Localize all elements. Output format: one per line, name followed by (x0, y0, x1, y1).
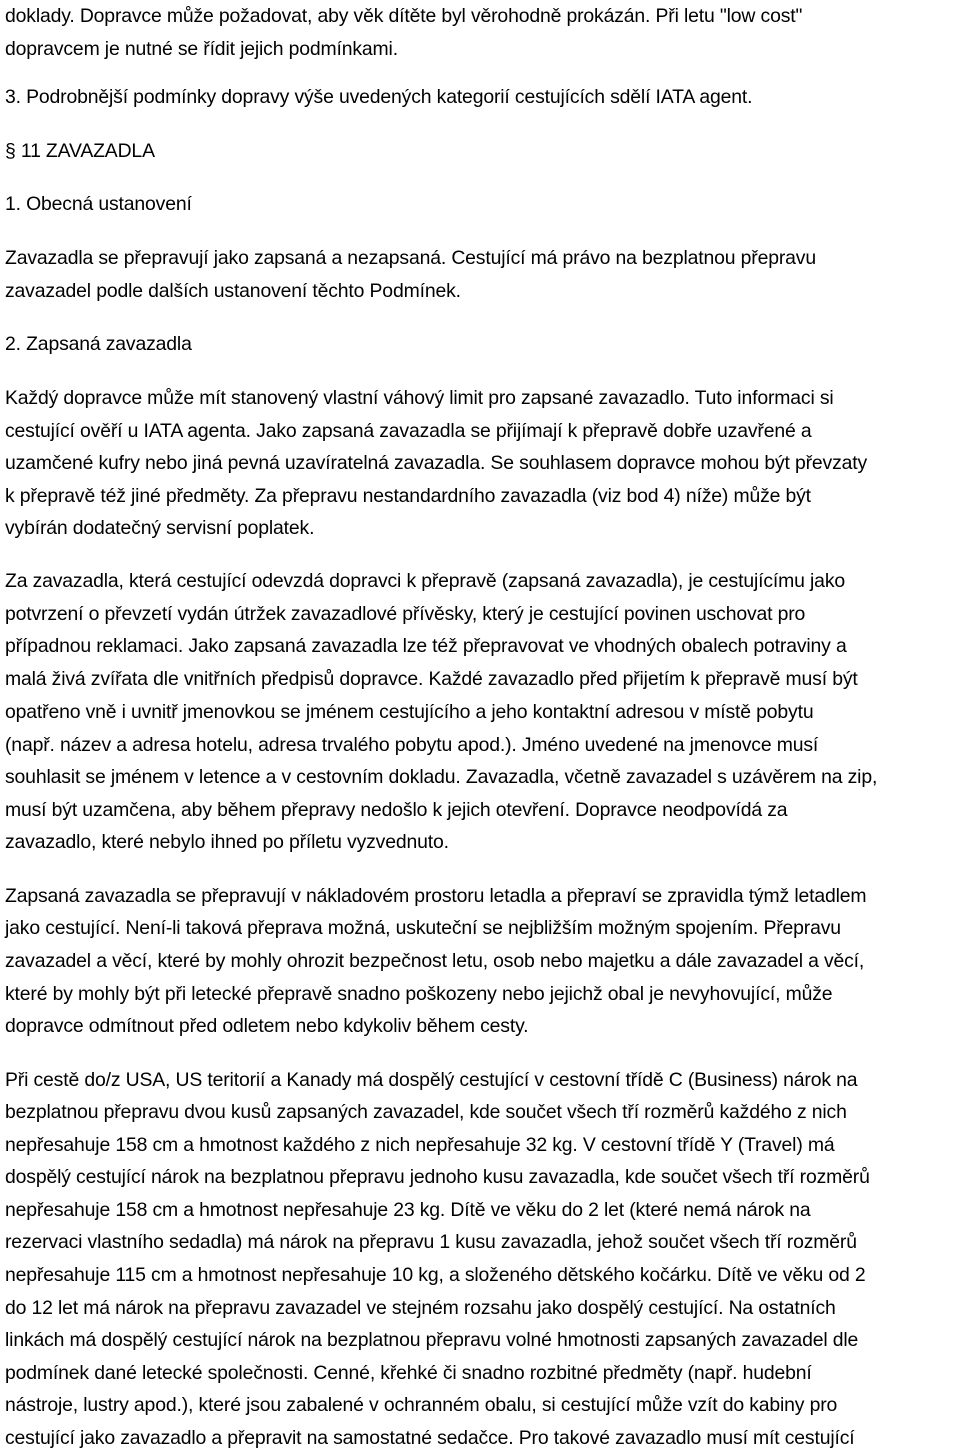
paragraph-line: musí být uzamčena, aby během přepravy nedošlo k jejich otevření. Dopravce neodpovídá za (5, 799, 788, 821)
paragraph-line: souhlasit se jménem v letence a v cestovním dokladu. Zavazadla, včetně zavazadel s uzávěrem na zip, (5, 766, 878, 788)
subsection-heading-1: 1. Obecná ustanovení (5, 193, 192, 215)
paragraph-line: malá živá zvířata dle vnitřních předpisů dopravce. Každé zavazadlo před přijetím k přepravě musí být (5, 668, 858, 690)
paragraph-line: nepřesahuje 158 cm a hmotnost každého z nich nepřesahuje 32 kg. V cestovní třídě Y (Travel) má (5, 1134, 835, 1156)
subsection-heading-2: 2. Zapsaná zavazadla (5, 333, 192, 355)
paragraph-line: bezplatnou přepravu dvou kusů zapsaných zavazadel, kde součet všech tří rozměrů každého z nich (5, 1101, 847, 1123)
paragraph-line: zavazadel podle dalších ustanovení těchto Podmínek. (5, 280, 461, 302)
paragraph-line: zavazadel a věcí, které by mohly ohrozit bezpečnost letu, osob nebo majetku a dále zavazadel a věcí, (5, 950, 865, 972)
paragraph-line: zavazadlo, které nebylo ihned po příletu vyzvednuto. (5, 831, 449, 853)
paragraph-line: jako cestující. Není-li taková přeprava možná, uskuteční se nejbližším možným spojením. Přepravu (5, 917, 841, 939)
paragraph-line: Zavazadla se přepravují jako zapsaná a nezapsaná. Cestující má právo na bezplatnou přepravu (5, 247, 816, 269)
paragraph-line: Každý dopravce může mít stanovený vlastní váhový limit pro zapsané zavazadlo. Tuto informaci si (5, 387, 834, 409)
paragraph-line: do 12 let má nárok na přepravu zavazadel ve stejném rozsahu jako dospělý cestující. Na ostatních (5, 1297, 836, 1319)
paragraph-line: k přepravě též jiné předměty. Za přepravu nestandardního zavazadla (viz bod 4) níže) může být (5, 485, 811, 507)
intro-line: dopravcem je nutné se řídit jejich podmínkami. (5, 38, 398, 60)
section-heading: § 11 ZAVAZADLA (5, 140, 155, 162)
paragraph-line: nepřesahuje 158 cm a hmotnost nepřesahuje 23 kg. Dítě ve věku do 2 let (které nemá nárok na (5, 1199, 811, 1221)
paragraph-line: dopravce odmítnout před odletem nebo kdykoliv během cesty. (5, 1015, 529, 1037)
paragraph-line: cestující ověří u IATA agenta. Jako zapsaná zavazadla se přijímají k přepravě dobře uzavřené a (5, 420, 812, 442)
paragraph-line: Zapsaná zavazadla se přepravují v nákladovém prostoru letadla a přepraví se zpravidla týmž letadlem (5, 885, 867, 907)
paragraph-line: nástroje, lustry apod.), které jsou zabalené v ochranném obalu, si cestující může vzít do kabiny pro (5, 1394, 838, 1416)
paragraph-line: Při cestě do/z USA, US teritorií a Kanady má dospělý cestující v cestovní třídě C (Business) nárok na (5, 1069, 858, 1091)
paragraph-line: rezervaci vlastního sedadla) má nárok na přepravu 1 kusu zavazadla, jehož součet všech tří rozměrů (5, 1231, 857, 1253)
paragraph-line: cestující jako zavazadlo a přepravit na samostatné sedačce. Pro takové zavazadlo musí mít cestující (5, 1427, 855, 1449)
intro-line: doklady. Dopravce může požadovat, aby věk dítěte byl věrohodně prokázán. Při letu "low cost" (5, 5, 803, 27)
item-3: 3. Podrobnější podmínky dopravy výše uvedených kategorií cestujících sdělí IATA agent. (5, 86, 753, 108)
paragraph-line: opatřeno vně i uvnitř jmenovkou se jménem cestujícího a jeho kontaktní adresou v místě pobytu (5, 701, 814, 723)
paragraph-line: linkách má dospělý cestující nárok na bezplatnou přepravu volné hmotnosti zapsaných zavazadel dle (5, 1329, 859, 1351)
paragraph-line: Za zavazadla, která cestující odevzdá dopravci k přepravě (zapsaná zavazadla), je cestujícímu jako (5, 570, 845, 592)
paragraph-line: (např. název a adresa hotelu, adresa trvalého pobytu apod.). Jméno uvedené na jmenovce musí (5, 734, 819, 756)
paragraph-line: podmínek dané letecké společnosti. Cenné, křehké či snadno rozbitné předměty (např. hudební (5, 1362, 812, 1384)
paragraph-line: nepřesahuje 115 cm a hmotnost nepřesahuje 10 kg, a složeného dětského kočárku. Dítě ve věku od 2 (5, 1264, 866, 1286)
paragraph-line: potvrzení o převzetí vydán útržek zavazadlové přívěsky, který je cestující povinen uschovat pro (5, 603, 806, 625)
paragraph-line: které by mohly být při letecké přepravě snadno poškozeny nebo jejichž obal je nevyhovující, může (5, 983, 833, 1005)
paragraph-line: dospělý cestující nárok na bezplatnou přepravu jednoho kusu zavazadla, kde součet všech tří rozměrů (5, 1166, 870, 1188)
paragraph-line: vybírán dodatečný servisní poplatek. (5, 517, 315, 539)
paragraph-line: případnou reklamaci. Jako zapsaná zavazadla lze též přepravovat ve vhodných obalech potraviny a (5, 635, 847, 657)
paragraph-line: uzamčené kufry nebo jiná pevná uzavíratelná zavazadla. Se souhlasem dopravce mohou být převzaty (5, 452, 868, 474)
